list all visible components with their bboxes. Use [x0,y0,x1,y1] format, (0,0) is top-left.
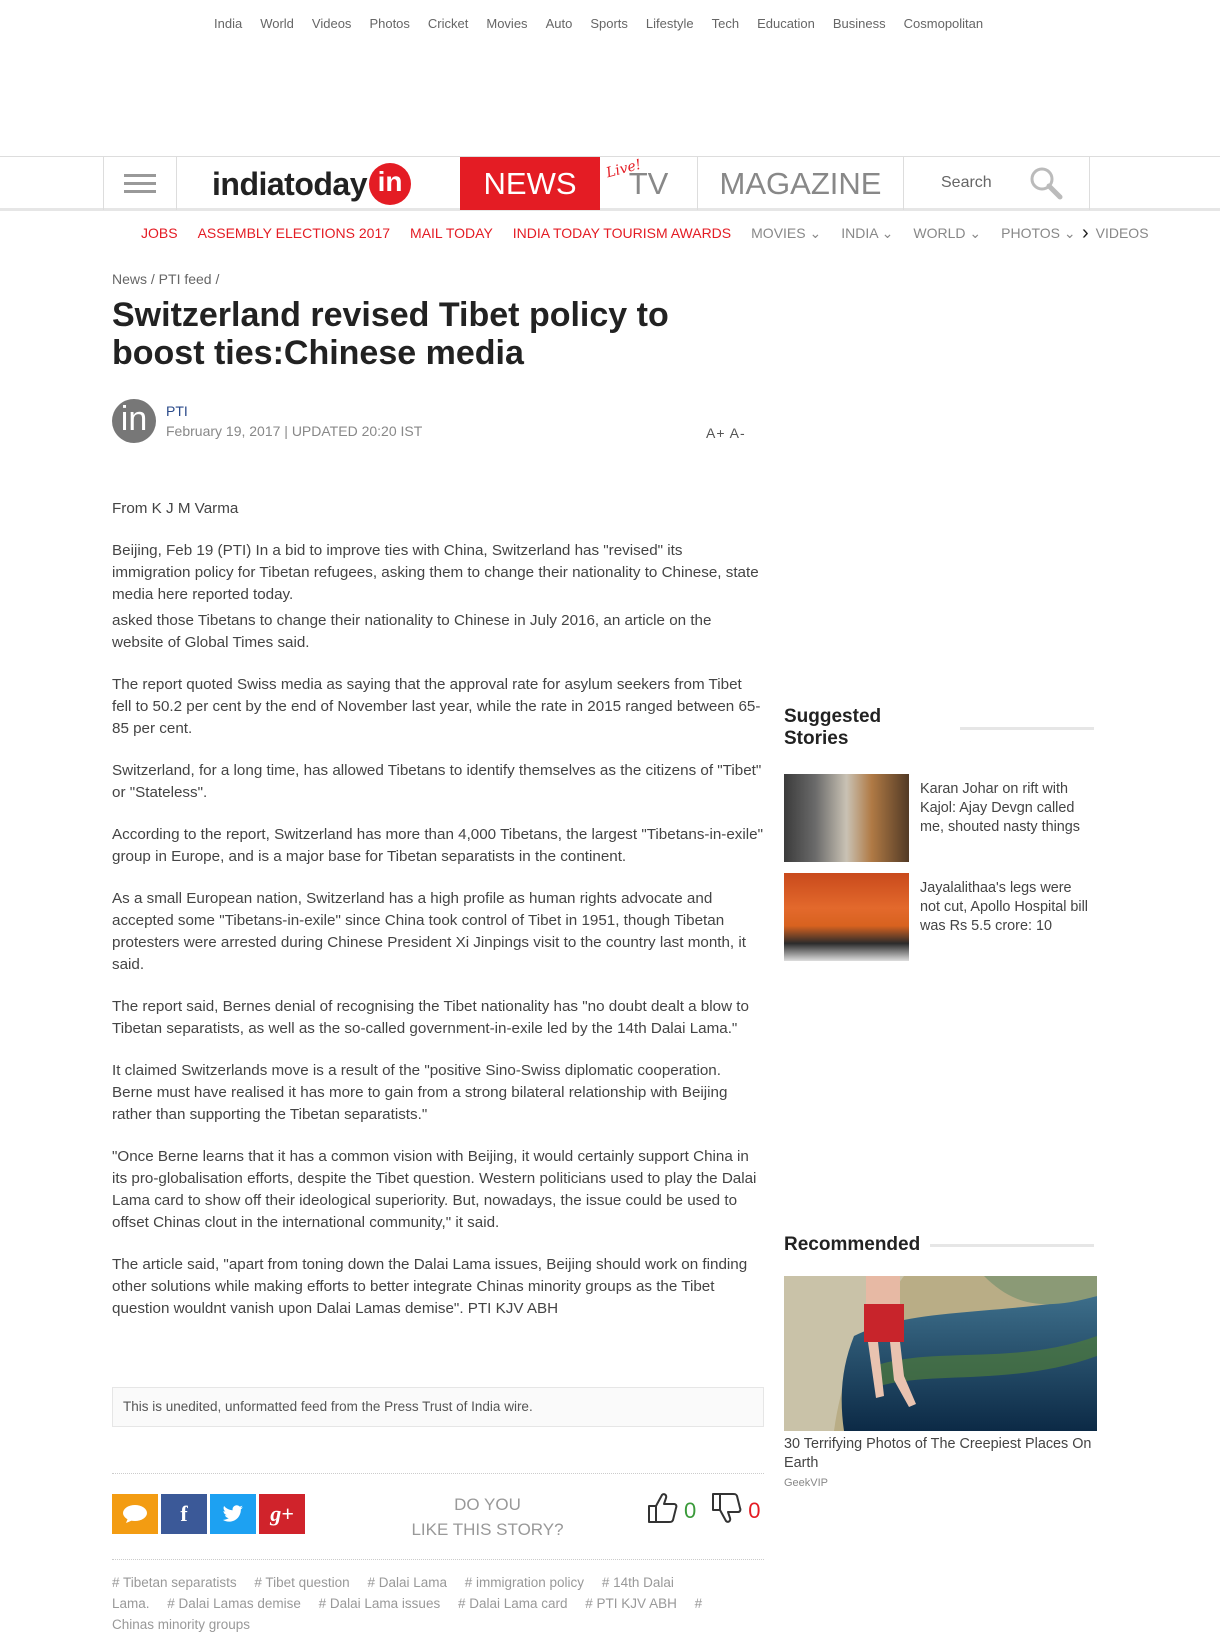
tag-list [112,1572,712,1635]
divider [112,1559,764,1560]
topnav-link[interactable]: World [260,16,294,31]
subnav-item-world[interactable]: WORLD ⌄ [913,225,982,241]
topnav-link[interactable]: Movies [486,16,528,31]
subnav-item-india[interactable]: INDIA ⌄ [841,225,894,241]
tag-link[interactable]: # Tibet question [254,1575,350,1590]
subnav-item-photos[interactable]: PHOTOS ⌄ [1001,225,1076,241]
article-paragraph: asked those Tibetans to change their nationality to Chinese in July 2016, an article on the website of Global Times said. [112,612,712,651]
search-box[interactable] [904,157,1090,210]
googleplus-share-button[interactable]: g+ [259,1494,305,1534]
search-label: Search [941,174,992,191]
tag-link[interactable]: # immigration policy [464,1575,585,1590]
twitter-share-button[interactable] [210,1494,256,1534]
article-paragraph: Switzerland, for a long time, has allowed Tibetans to identify themselves as the citizens of "Tibet" or "Stateless". [112,762,762,801]
author-name[interactable]: PTI [166,403,188,419]
topnav-link[interactable]: Education [757,16,815,31]
story-title[interactable]: Karan Johar on rift with Kajol: Ajay Devgn called me, shouted nasty things [920,781,1080,835]
logo-badge: in [369,163,411,205]
facebook-share-button[interactable]: f [161,1494,207,1534]
hamburger-menu-icon[interactable] [103,157,177,210]
article-paragraph: "Once Berne learns that it has a common vision with Beijing, it would certainly support China in its pro-globalisation efforts, despite the Tibet question. Western politicians used to play the Dalai Lama card to show off their ideological superiority. But, nowadays, the issue could be used to offset Chinas clout in the international community," it said. [112,1148,757,1231]
recommended-title[interactable]: 30 Terrifying Photos of The Creepiest Places On Earth [784,1436,1092,1471]
dateline: February 19, 2017 | UPDATED 20:20 IST [166,423,423,439]
like-count: 0 [684,1498,697,1523]
article-paragraph: It claimed Switzerlands move is a result of the "positive Sino-Swiss diplomatic cooperation. Berne must have realised it has more to gain from a strong bilateral relationship with Beijing rather than supporting the Tibetan separatists." [112,1062,728,1123]
heading-text: Suggested Stories [784,706,882,749]
subnav-item-videos[interactable]: VIDEOS [1095,225,1149,241]
top-navigation [214,16,1001,31]
story-title[interactable]: Jayalalithaa's legs were not cut, Apollo Hospital bill was Rs 5.5 crore: 10 [920,880,1088,934]
avatar: in [112,399,156,443]
article-paragraph: The report said, Bernes denial of recognising the Tibet nationality has "no doubt dealt a blow to Tibetan separatists, as well as the so-called government-in-exile led by the 14th Dalai Lama." [112,998,749,1037]
topnav-link[interactable]: Business [832,16,886,31]
article-paragraph: From K J M Varma [112,500,239,517]
tag-link[interactable]: # Dalai Lama [367,1575,447,1590]
tag-link[interactable]: # Chinas minority groups [112,1596,703,1632]
topnav-link[interactable]: Cosmopolitan [903,16,984,31]
section-navigation [141,225,1149,242]
like-question [400,1492,575,1542]
tag-link[interactable]: # Tibetan separatists [112,1575,237,1590]
topnav-link[interactable]: Sports [590,16,628,31]
divider [112,1473,764,1474]
topnav-link[interactable]: Auto [545,16,573,31]
subnav-item-movies[interactable]: MOVIES ⌄ [751,225,822,241]
article-body [112,498,764,1340]
story-thumbnail[interactable] [784,774,909,862]
thumbs-down-icon[interactable] [710,1491,744,1525]
subnav-item-mail-today[interactable]: MAIL TODAY [410,225,493,241]
twitter-icon [222,1505,244,1523]
font-size-controls[interactable]: A+ A- [706,425,746,441]
tag-link[interactable]: # Dalai Lama card [457,1596,568,1611]
suggested-stories-heading [784,706,1094,750]
topnav-link[interactable]: India [214,16,243,31]
topnav-link[interactable]: Videos [311,16,352,31]
site-logo[interactable] [212,163,411,205]
article-paragraph: Beijing, Feb 19 (PTI) In a bid to improve ties with China, Switzerland has "revised" its immigration policy for Tibetan refugees, asking them to change their nationality to Chinese, state media here reported today. [112,542,759,603]
comment-button[interactable] [112,1494,158,1534]
recommended-source[interactable]: GeekVIP [784,1477,829,1489]
logo-text: indiatoday [212,165,368,202]
recommended-image[interactable] [784,1276,1097,1431]
tag-link[interactable]: # PTI KJV ABH [585,1596,677,1611]
chevron-right-icon[interactable]: › [1082,222,1089,244]
suggested-story[interactable] [784,873,1090,961]
tab-magazine[interactable]: MAGAZINE [698,157,904,210]
search-icon[interactable] [1029,166,1063,200]
tab-tv-label: TV [628,165,669,201]
comment-icon [122,1504,148,1524]
article-paragraph: As a small European nation, Switzerland has a high profile as human rights advocate and accepted some "Tibetans-in-exile" since China took control of Tibet in 1951, though Tibetan protesters were arrested during Chinese President Xi Jinpings visit to the country last month, it said. [112,890,746,973]
tag-link[interactable]: # Dalai Lama issues [318,1596,441,1611]
page-title: Switzerland revised Tibet policy to boost ties:Chinese media [112,296,669,372]
suggested-story[interactable] [784,774,1090,862]
topnav-link[interactable]: Lifestyle [645,16,694,31]
site-header [0,156,1220,211]
thumbs-up-icon[interactable] [646,1491,680,1525]
article-paragraph: According to the report, Switzerland has more than 4,000 Tibetans, the largest "Tibetans-in-exile" group in Europe, and is a major base for Tibetan separatists in the continent. [112,826,763,865]
story-thumbnail[interactable] [784,873,909,961]
share-buttons [112,1494,305,1534]
story-rating [646,1491,761,1525]
breadcrumb[interactable]: News / PTI feed / [112,271,220,287]
topnav-link[interactable]: Cricket [427,16,469,31]
subnav-item-tourism-awards[interactable]: INDIA TODAY TOURISM AWARDS [512,225,732,241]
article-paragraph: The article said, "apart from toning down the Dalai Lama issues, Beijing should work on finding other solutions while making efforts to better integrate Chinas minority groups as the Tibet question wouldnt vanish upon Dalai Lamas demise". PTI KJV ABH [112,1256,748,1317]
article-paragraph: The report quoted Swiss media as saying that the approval rate for asylum seekers from Tibet fell to 50.2 per cent by the end of November last year, while the rate in 2015 ranged between 65-85 per cent. [112,676,761,737]
heading-text: Recommended [784,1234,921,1255]
tab-news[interactable]: NEWS [460,157,600,210]
subnav-item-elections[interactable]: ASSEMBLY ELECTIONS 2017 [197,225,391,241]
recommended-photo [784,1276,1097,1431]
tab-tv[interactable] [600,157,698,210]
recommended-heading [784,1234,1094,1256]
topnav-link[interactable]: Tech [711,16,740,31]
subnav-item-jobs[interactable]: JOBS [141,225,178,241]
live-label: Live! [604,156,644,182]
like-question-line: DO YOU [454,1495,521,1514]
topnav-link[interactable]: Photos [369,16,410,31]
like-question-line: LIKE THIS STORY? [411,1520,564,1539]
tag-link[interactable]: # 14th Dalai Lama. [112,1575,674,1611]
pti-disclaimer: This is unedited, unformatted feed from the Press Trust of India wire. [112,1387,764,1427]
dislike-count: 0 [748,1498,761,1523]
tag-link[interactable]: # Dalai Lamas demise [167,1596,301,1611]
